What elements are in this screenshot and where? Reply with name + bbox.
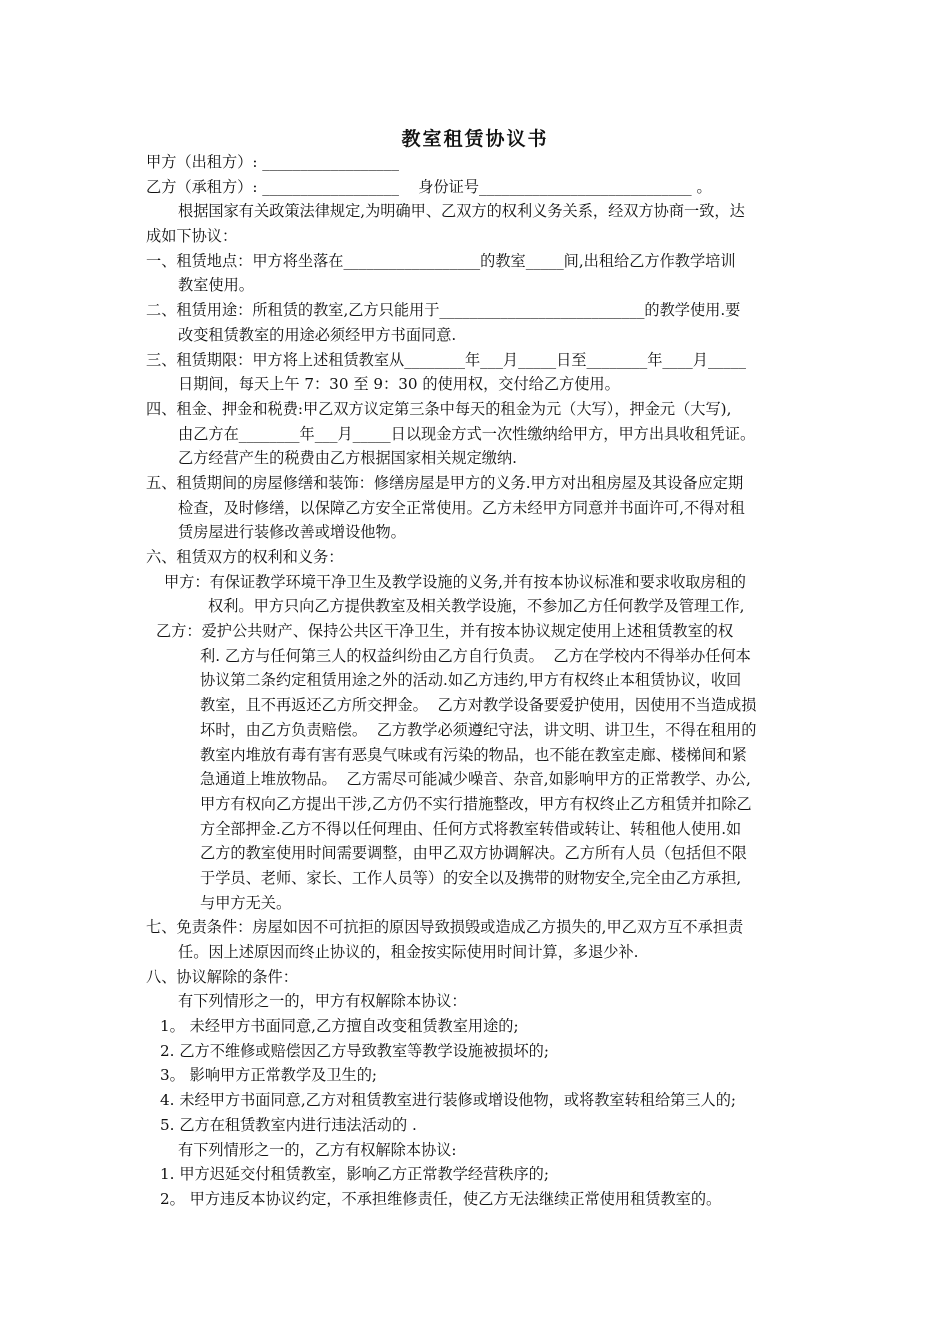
text-line: 2. 乙方不维修或赔偿因乙方导致教室等教学设施被损坏的; (160, 1041, 549, 1060)
text-line: 三、租赁期限：甲方将上述租赁教室从________年___月_____日至________年____月_____ (146, 350, 746, 369)
text-line: 权利。甲方只向乙方提供教室及相关教学设施，不参加乙方任何教学及管理工作, (208, 597, 745, 616)
text-line: 改变租赁教室的用途必须经甲方书面同意. (178, 325, 457, 344)
text-line: 由乙方在________年___月_____日以现金方式一次性缴纳给甲方，甲方出具收租凭证。 (178, 424, 756, 443)
text-line: 于学员、老师、家长、工作人员等）的安全以及携带的财物安全,完全由乙方承担, (200, 868, 742, 887)
text-line: 甲方（出租方）: __________________ (146, 153, 399, 171)
text-line: 教室使用。 (178, 276, 254, 295)
text-line: 六、租赁双方的权利和义务： (146, 548, 344, 566)
text-line: 检查，及时修缮，以保障乙方安全正常使用。乙方未经甲方同意并书面许可,不得对租 (178, 498, 745, 517)
text-line: 有下列情形之一的，乙方有权解除本协议: (178, 1140, 457, 1159)
text-line: 4. 未经甲方书面同意,乙方对租赁教室进行装修或增设他物，或将教室转租给第三人的; (160, 1091, 737, 1110)
text-line: 八、协议解除的条件： (146, 967, 298, 986)
text-line: 1. 甲方迟延交付租赁教室，影响乙方正常教学经营秩序的; (160, 1165, 549, 1184)
text-line: 教室内堆放有毒有害有恶臭气味或有污染的物品，也不能在教室走廊、楼梯间和紧 (200, 745, 747, 764)
text-line: 有下列情形之一的，甲方有权解除本协议： (178, 992, 467, 1011)
text-line: 与甲方无关。 (200, 893, 292, 912)
text-line: 赁房屋进行装修改善或增设他物。 (178, 523, 406, 542)
text-line: 根据国家有关政策法律规定,为明确甲、乙双方的权利义务关系，经双方协商一致，达 (178, 202, 745, 221)
text-line: 1。 未经甲方书面同意,乙方擅自改变租赁教室用途的; (160, 1017, 519, 1036)
text-line: 甲方：有保证教学环境干净卫生及教学设施的义务,并有按本协议标准和要求收取房租的 (164, 572, 746, 591)
text-line: 七、免责条件：房屋如因不可抗拒的原因导致损毁或造成乙方损失的,甲乙双方互不承担责 (146, 918, 744, 937)
text-line: 方全部押金.乙方不得以任何理由、任何方式将教室转借或转让、转租他人使用.如 (200, 819, 742, 838)
text-line: 甲方有权向乙方提出干涉,乙方仍不实行措施整改，甲方有权终止乙方租赁并扣除乙 (200, 794, 752, 813)
text-line: 一、租赁地点：甲方将坐落在__________________的教室_____间,出租给乙方作教学培训 (146, 251, 736, 270)
text-line: 3。 影响甲方正常教学及卫生的; (160, 1066, 378, 1085)
text-line: 乙方的教室使用时间需要调整，由甲乙双方协调解决。乙方所有人员（包括但不限 (200, 844, 747, 863)
text-line: 坏时，由乙方负责赔偿。 乙方教学必须遵纪守法，讲文明、讲卫生，不得在租用的 (200, 720, 757, 739)
text-line: 五、租赁期间的房屋修缮和装饰：修缮房屋是甲方的义务.甲方对出租房屋及其设备应定期 (146, 473, 744, 492)
text-line: 利. 乙方与任何第三人的权益纠纷由乙方自行负责。 乙方在学校内不得举办任何本 (200, 646, 751, 665)
text-line: 2。 甲方违反本协议约定，不承担维修责任，使乙方无法继续正常使用租赁教室的。 (160, 1189, 722, 1208)
document-title: 教室租赁协议书 (401, 128, 549, 150)
text-line: 协议第二条约定租赁用途之外的活动.如乙方违约,甲方有权终止本租赁协议，收回 (200, 671, 742, 690)
text-line: 急通道上堆放物品。 乙方需尽可能减少噪音、杂音,如影响甲方的正常教学、办公, (200, 770, 751, 789)
text-line: 二、租赁用途：所租赁的教室,乙方只能用于___________________________的教学使用.要 (146, 301, 741, 320)
text-line: 乙方经营产生的税费由乙方根据国家相关规定缴纳. (178, 449, 517, 468)
text-line: 四、租金、押金和税费:甲乙双方议定第三条中每天的租金为元（大写），押金元（大写), (146, 399, 732, 418)
text-line: 教室，且不再返还乙方所交押金。 乙方对教学设备要爱护使用，因使用不当造成损 (200, 696, 757, 715)
text-line: 任。因上述原因而终止协议的，租金按实际使用时间计算，多退少补. (178, 943, 639, 961)
text-line: 5. 乙方在租赁教室内进行违法活动的 . (160, 1115, 417, 1134)
text-line: 成如下协议： (146, 227, 238, 246)
text-line: 乙方：爱护公共财产、保持公共区干净卫生，并有按本协议规定使用上述租赁教室的权 (156, 622, 734, 641)
document-body (146, 150, 814, 1212)
text-line: 日期间，每天上午 7：30 至 9：30 的使用权，交付给乙方使用。 (178, 375, 620, 394)
text-line: 乙方（承租方）: __________________ 身份证号____________________________ 。 (146, 177, 712, 196)
